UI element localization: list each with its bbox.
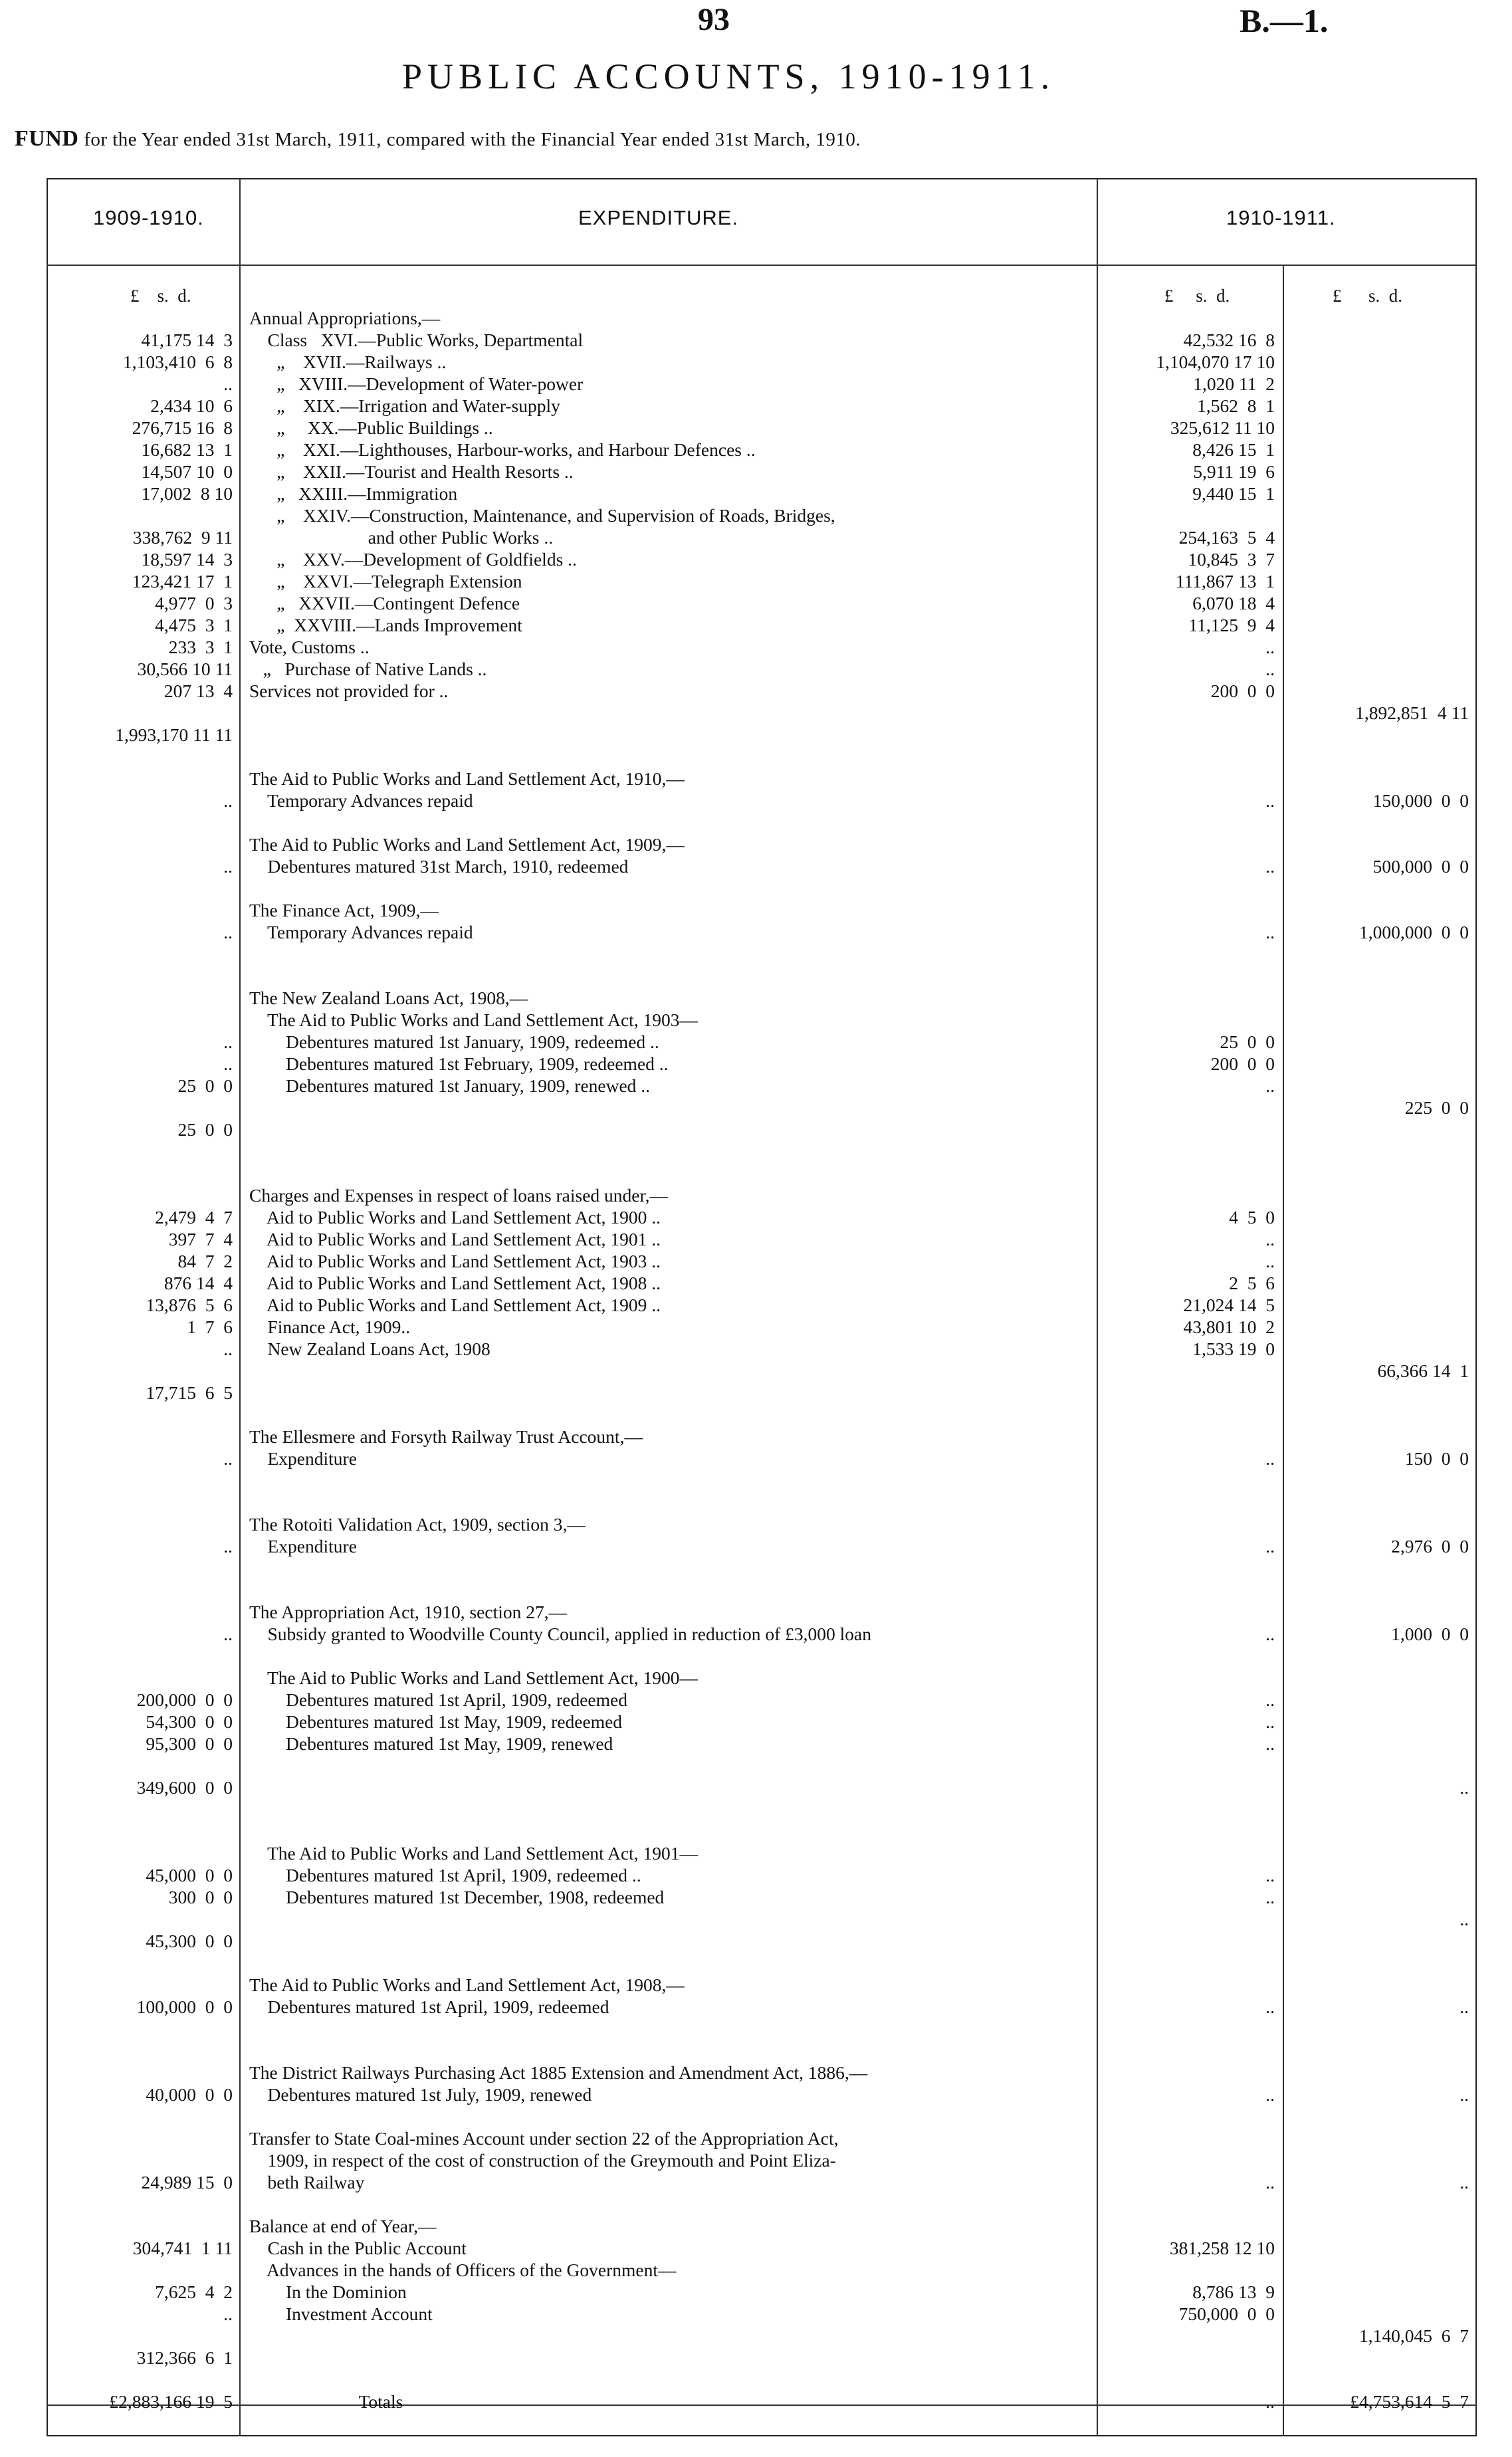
item-description: The Aid to Public Works and Land Settlement Act, 1903—: [249, 1010, 699, 1030]
ledger-row: [0, 1513, 1512, 1535]
total-1910-11: 150,000 0 0: [1372, 790, 1469, 811]
ledger-row: [0, 2391, 1512, 2412]
ledger-row: [0, 526, 1512, 548]
amount-1910-11: 9,440 15 1: [1192, 483, 1275, 504]
ledger-row: [0, 2369, 1512, 2391]
ledger-row: [0, 2149, 1512, 2171]
amount-1909-10: 200,000 0 0: [136, 1689, 233, 1710]
amount-1909-10: ..: [223, 922, 233, 942]
amount-1910-11: ..: [1265, 2172, 1275, 2192]
ledger-row: [0, 1031, 1512, 1053]
amount-1909-10: ..: [223, 1053, 233, 1074]
ledger-row: [0, 636, 1512, 658]
total-1910-11: ..: [1459, 1996, 1469, 2017]
item-description: Vote, Customs ..: [249, 637, 370, 657]
ledger-row: [0, 1601, 1512, 1623]
header-prev-year: 1909-1910.: [93, 206, 204, 229]
ledger-row: [0, 2171, 1512, 2193]
ledger-row: [0, 614, 1512, 636]
ledger-row: [0, 1250, 1512, 1272]
amount-1909-10: 45,300 0 0: [146, 1931, 233, 1951]
ledger-row: [0, 1842, 1512, 1864]
amount-1909-10: ..: [223, 1448, 233, 1469]
amount-1909-10: 13,876 5 6: [146, 1295, 233, 1315]
ledger-row: [0, 1338, 1512, 1360]
amount-1910-11: 200 0 0: [1210, 1053, 1275, 1074]
item-description: Debentures matured 1st January, 1909, renewed ..: [249, 1075, 651, 1096]
ledger-row: [0, 1864, 1512, 1886]
amount-1909-10: ..: [223, 1536, 233, 1556]
amount-1909-10: ..: [223, 1624, 233, 1644]
amount-1910-11: 10,845 3 7: [1188, 549, 1275, 570]
item-description: Debentures matured 1st May, 1909, renewed: [249, 1733, 613, 1754]
item-description: Totals: [249, 2391, 403, 2412]
ledger-row: [0, 592, 1512, 614]
item-description: In the Dominion: [249, 2282, 407, 2302]
ledger-row: [0, 1206, 1512, 1228]
amount-1910-11: 254,163 5 4: [1178, 527, 1275, 548]
ledger-row: [0, 1075, 1512, 1097]
document-reference: B.—1.: [1240, 2, 1329, 39]
ledger-row: [0, 965, 1512, 987]
item-description: Debentures matured 1st February, 1909, redeemed ..: [249, 1053, 669, 1074]
amount-1909-10: 276,715 16 8: [132, 417, 233, 438]
ledger-row: [0, 702, 1512, 724]
item-description: „ XXI.—Lighthouses, Harbour-works, and Harbour Defences ..: [249, 439, 756, 460]
item-description: Debentures matured 1st July, 1909, renewed: [249, 2084, 592, 2105]
item-description: „ XVIII.—Development of Water-power: [249, 374, 584, 394]
page-title: PUBLIC ACCOUNTS, 1910-1911.: [402, 56, 1055, 96]
amount-1909-10: ..: [223, 1338, 233, 1359]
item-description: „ XXVI.—Telegraph Extension: [249, 571, 522, 591]
ledger-row: [0, 2259, 1512, 2281]
amount-1910-11: 750,000 0 0: [1178, 2303, 1275, 2324]
ledger-row: [0, 2215, 1512, 2237]
ledger-row: [0, 724, 1512, 746]
amount-1910-11: 2 5 6: [1229, 1273, 1275, 1293]
amount-1910-11: 8,426 15 1: [1192, 439, 1275, 460]
ledger-row: [0, 1009, 1512, 1031]
amount-1909-10: 18,597 14 3: [141, 549, 233, 570]
item-description: Annual Appropriations,—: [249, 308, 441, 328]
amount-1909-10: 25 0 0: [177, 1075, 233, 1096]
ledger-row: [0, 1272, 1512, 1294]
amount-1909-10: 7,625 4 2: [155, 2282, 233, 2302]
amount-1910-11: 6,070 18 4: [1192, 593, 1275, 613]
item-description: „ XXVII.—Contingent Defence: [249, 593, 520, 613]
amount-1910-11: ..: [1265, 856, 1275, 877]
amount-1910-11: ..: [1265, 1865, 1275, 1885]
amount-1909-10: £2,883,166 19 5: [109, 2391, 233, 2412]
amount-1910-11: 381,258 12 10: [1169, 2238, 1275, 2258]
amount-1909-10: 45,000 0 0: [146, 1865, 233, 1885]
total-1910-11: ..: [1459, 2172, 1469, 2192]
item-description: Debentures matured 1st April, 1909, redeemed: [249, 1996, 609, 2017]
amount-1910-11: 111,867 13 1: [1175, 571, 1275, 591]
ledger-row: [0, 1294, 1512, 1316]
total-1910-11: ..: [1459, 1777, 1469, 1798]
amount-1909-10: ..: [223, 2303, 233, 2324]
item-description: The Aid to Public Works and Land Settlement Act, 1900—: [249, 1667, 699, 1688]
subtitle-text: for the Year ended 31st March, 1911, compared with the Financial Year ended 31st March, 1910.: [84, 129, 861, 150]
item-description: and other Public Works ..: [249, 527, 554, 548]
page-subtitle: [15, 126, 861, 152]
ledger-row: [0, 1579, 1512, 1601]
amount-1910-11: 11,125 9 4: [1188, 615, 1275, 635]
ledger-row: [0, 658, 1512, 680]
ledger-row: [0, 811, 1512, 833]
unit-tot: £ s. d.: [1333, 286, 1403, 306]
amount-1909-10: ..: [223, 856, 233, 877]
ledger-row: [0, 1557, 1512, 1579]
item-description: Services not provided for ..: [249, 681, 449, 701]
amount-1910-11: 1,562 8 1: [1197, 395, 1275, 416]
item-description: Subsidy granted to Woodville County Council, applied in reduction of £3,000 loan: [249, 1624, 871, 1644]
amount-1909-10: 24,989 15 0: [141, 2172, 233, 2192]
amount-1910-11: ..: [1265, 790, 1275, 811]
amount-1910-11: ..: [1265, 922, 1275, 942]
item-description: The Aid to Public Works and Land Settlement Act, 1910,—: [249, 768, 685, 789]
total-1910-11: ..: [1459, 1909, 1469, 1929]
total-1910-11: 1,140,045 6 7: [1359, 2325, 1469, 2346]
item-description: The Aid to Public Works and Land Settlement Act, 1909,—: [249, 834, 685, 855]
ledger-row: [0, 1053, 1512, 1075]
amount-1909-10: 1,103,410 6 8: [123, 352, 233, 372]
ledger-row: [0, 439, 1512, 461]
ledger-row: [0, 373, 1512, 395]
item-description: Aid to Public Works and Land Settlement Act, 1903 ..: [249, 1251, 661, 1271]
item-description: Debentures matured 1st May, 1909, redeemed: [249, 1711, 623, 1732]
amount-1909-10: 338,762 9 11: [132, 527, 233, 548]
item-description: New Zealand Loans Act, 1908: [249, 1338, 490, 1359]
ledger-row: [0, 2127, 1512, 2149]
ledger-row: [0, 570, 1512, 592]
ledger-row: [0, 1886, 1512, 1908]
item-description: Investment Account: [249, 2303, 433, 2324]
item-description: Class XVI.—Public Works, Departmental: [249, 330, 584, 350]
ledger-row: [0, 482, 1512, 504]
total-1910-11: 150 0 0: [1404, 1448, 1469, 1469]
item-description: Debentures matured 1st January, 1909, redeemed ..: [249, 1031, 659, 1052]
item-description: The Rotoiti Validation Act, 1909, section 3,—: [249, 1514, 586, 1535]
subtitle-lead: FUND: [15, 126, 79, 151]
ledger-row: [0, 943, 1512, 965]
total-1910-11: 1,000,000 0 0: [1359, 922, 1469, 942]
ledger-row: [0, 1667, 1512, 1689]
amount-1910-11: 25 0 0: [1220, 1031, 1275, 1052]
amount-1910-11: ..: [1265, 659, 1275, 679]
item-description: „ XXV.—Development of Goldfields ..: [249, 549, 577, 570]
amount-1910-11: 1,020 11 2: [1193, 374, 1275, 394]
item-description: „ XXVIII.—Lands Improvement: [249, 615, 522, 635]
ledger-row: [0, 921, 1512, 943]
ledger-row: [0, 768, 1512, 790]
ledger-row: [0, 1404, 1512, 1426]
ledger-row: [0, 1952, 1512, 1974]
amount-1909-10: 349,600 0 0: [136, 1777, 233, 1798]
item-description: „ Purchase of Native Lands ..: [249, 659, 487, 679]
amount-1910-11: 4 5 0: [1229, 1207, 1275, 1228]
item-description: The Appropriation Act, 1910, section 27,—: [249, 1602, 568, 1622]
item-description: „ XXIV.—Construction, Maintenance, and Supervision of Roads, Bridges,: [249, 505, 835, 526]
item-description: 1909, in respect of the cost of construction of the Greymouth and Point Eliza-: [249, 2150, 836, 2171]
item-description: Debentures matured 31st March, 1910, redeemed: [249, 856, 629, 877]
amount-1909-10: 207 13 4: [163, 681, 233, 701]
amount-1910-11: ..: [1265, 1448, 1275, 1469]
item-description: The Aid to Public Works and Land Settlement Act, 1908,—: [249, 1975, 685, 1995]
ledger-row: [0, 2281, 1512, 2303]
item-description: Debentures matured 1st April, 1909, redeemed: [249, 1689, 627, 1710]
amount-1909-10: 397 7 4: [168, 1229, 233, 1249]
amount-1910-11: ..: [1265, 1887, 1275, 1907]
amount-1909-10: 4,977 0 3: [155, 593, 233, 613]
amount-1910-11: ..: [1265, 1624, 1275, 1644]
amount-1909-10: 4,475 3 1: [155, 615, 233, 635]
item-description: Aid to Public Works and Land Settlement Act, 1900 ..: [249, 1207, 661, 1228]
item-description: „ XXII.—Tourist and Health Resorts ..: [249, 461, 574, 482]
ledger-row: [0, 351, 1512, 373]
total-1910-11: ..: [1459, 2084, 1469, 2105]
ledger-row: [0, 1776, 1512, 1798]
item-description: Finance Act, 1909..: [249, 1317, 411, 1337]
amount-1909-10: 54,300 0 0: [146, 1711, 233, 1732]
amount-1910-11: ..: [1265, 1075, 1275, 1096]
ledger-row: [0, 2040, 1512, 2062]
ledger-row: [0, 1711, 1512, 1733]
total-1910-11: 500,000 0 0: [1372, 856, 1469, 877]
item-description: The District Railways Purchasing Act 1885 Extension and Amendment Act, 1886,—: [249, 2062, 868, 2083]
ledger-row: [0, 877, 1512, 899]
ledger-row: [0, 855, 1512, 877]
amount-1910-11: 21,024 14 5: [1183, 1295, 1275, 1315]
amount-1910-11: ..: [1265, 1229, 1275, 1249]
item-description: Debentures matured 1st December, 1908, redeemed: [249, 1887, 665, 1907]
total-1910-11: 66,366 14 1: [1377, 1360, 1469, 1381]
amount-1909-10: 41,175 14 3: [141, 330, 233, 350]
item-description: Aid to Public Works and Land Settlement Act, 1908 ..: [249, 1273, 661, 1293]
ledger-row: [0, 1360, 1512, 1382]
amount-1909-10: 17,002 8 10: [141, 483, 233, 504]
ledger-row: [0, 2018, 1512, 2040]
ledger-row: [0, 461, 1512, 482]
amount-1909-10: 312,366 6 1: [136, 2347, 233, 2368]
ledger-row: [0, 1184, 1512, 1206]
amount-1909-10: 233 3 1: [168, 637, 233, 657]
ledger-row: [0, 790, 1512, 811]
ledger-row: [0, 504, 1512, 526]
amount-1909-10: 40,000 0 0: [146, 2084, 233, 2105]
unit-cur: £ s. d.: [1164, 286, 1230, 306]
total-1910-11: 225 0 0: [1404, 1097, 1469, 1118]
item-description: Temporary Advances repaid: [249, 922, 473, 942]
item-description: Expenditure: [249, 1448, 357, 1469]
amount-1909-10: 123,421 17 1: [132, 571, 233, 591]
item-description: „ XX.—Public Buildings ..: [249, 417, 493, 438]
amount-1909-10: 2,434 10 6: [150, 395, 233, 416]
ledger-row: [0, 1996, 1512, 2018]
amount-1909-10: ..: [223, 790, 233, 811]
amount-1910-11: 43,801 10 2: [1183, 1317, 1275, 1337]
ledger-row: [0, 1162, 1512, 1184]
ledger-row: [0, 2105, 1512, 2127]
ledger-row: [0, 1930, 1512, 1952]
amount-1909-10: 876 14 4: [163, 1273, 233, 1293]
page-number: 93: [698, 2, 730, 37]
ledger-row: [0, 1820, 1512, 1842]
amount-1910-11: 325,612 11 10: [1170, 417, 1275, 438]
ledger-row: [0, 1535, 1512, 1557]
item-description: Expenditure: [249, 1536, 357, 1556]
amount-1910-11: 5,911 19 6: [1193, 461, 1275, 482]
amount-1910-11: 1,104,070 17 10: [1156, 352, 1275, 372]
amount-1909-10: 1 7 6: [187, 1317, 233, 1337]
item-description: Advances in the hands of Officers of the Government—: [249, 2260, 677, 2280]
item-description: „ XIX.—Irrigation and Water-supply: [249, 395, 560, 416]
item-description: The Finance Act, 1909,—: [249, 900, 439, 920]
item-description: beth Railway: [249, 2172, 365, 2192]
ledger-row: [0, 2062, 1512, 2083]
total-1910-11: 1,892,851 4 11: [1355, 702, 1469, 723]
ledger-row: [0, 1316, 1512, 1338]
ledger-row: [0, 1798, 1512, 1820]
amount-1910-11: 42,532 16 8: [1183, 330, 1275, 350]
amount-1910-11: 1,533 19 0: [1192, 1338, 1275, 1359]
item-description: The New Zealand Loans Act, 1908,—: [249, 988, 528, 1008]
ledger-row: [0, 307, 1512, 329]
amount-1909-10: 2,479 4 7: [155, 1207, 233, 1228]
amount-1910-11: ..: [1265, 1711, 1275, 1732]
amount-1910-11: ..: [1265, 1733, 1275, 1754]
amount-1909-10: 17,715 6 5: [146, 1382, 233, 1403]
ledger-row: [0, 1974, 1512, 1996]
ledger-row: [0, 1733, 1512, 1755]
ledger-row: [0, 548, 1512, 570]
item-description: „ XVII.—Railways ..: [249, 352, 447, 372]
ledger-row: [0, 2347, 1512, 2369]
amount-1909-10: 95,300 0 0: [146, 1733, 233, 1754]
ledger-row: [0, 417, 1512, 439]
header-cur-year: 1910-1911.: [1226, 206, 1336, 229]
ledger-row: [0, 987, 1512, 1009]
ledger-row: [0, 1228, 1512, 1250]
amount-1910-11: ..: [1265, 2391, 1275, 2412]
amount-1909-10: 300 0 0: [168, 1887, 233, 1907]
ledger-row: [0, 899, 1512, 921]
total-1910-11: 1,000 0 0: [1391, 1624, 1469, 1644]
amount-1909-10: 1,993,170 11 11: [115, 724, 233, 745]
item-description: Balance at end of Year,—: [249, 2216, 437, 2236]
item-description: Cash in the Public Account: [249, 2238, 467, 2258]
amount-1910-11: ..: [1265, 2084, 1275, 2105]
ledger-row: [0, 395, 1512, 417]
amount-1909-10: ..: [223, 374, 233, 394]
amount-1909-10: 14,507 10 0: [141, 461, 233, 482]
header-rule: [47, 265, 1477, 266]
ledger-row: [0, 1689, 1512, 1711]
ledger-row: [0, 1140, 1512, 1162]
item-description: Debentures matured 1st April, 1909, redeemed ..: [249, 1865, 641, 1885]
amount-1910-11: 200 0 0: [1210, 681, 1275, 701]
ledger-row: [0, 1469, 1512, 1491]
ledger-row: [0, 1755, 1512, 1776]
amount-1909-10: 16,682 13 1: [141, 439, 233, 460]
ledger-row: [0, 1097, 1512, 1119]
ledger-row: [0, 680, 1512, 702]
unit-prev: £ s. d.: [130, 286, 191, 306]
ledger-row: [0, 2083, 1512, 2105]
item-description: Transfer to State Coal-mines Account under section 22 of the Appropriation Act,: [249, 2128, 839, 2149]
amount-1909-10: 84 7 2: [177, 1251, 233, 1271]
amount-1909-10: 30,566 10 11: [137, 659, 233, 679]
ledger-row: [0, 1491, 1512, 1513]
amount-1909-10: ..: [223, 1031, 233, 1052]
ledger-row: [0, 2237, 1512, 2259]
ledger-row: [0, 833, 1512, 855]
ledger-row: [0, 1426, 1512, 1447]
ledger-row: [0, 1119, 1512, 1140]
amount-1910-11: 8,786 13 9: [1192, 2282, 1275, 2302]
ledger-row: [0, 329, 1512, 351]
item-description: „ XXIII.—Immigration: [249, 483, 458, 504]
ledger-row: [0, 1623, 1512, 1645]
item-description: The Ellesmere and Forsyth Railway Trust Account,—: [249, 1426, 643, 1447]
amount-1909-10: 25 0 0: [177, 1119, 233, 1140]
item-description: Charges and Expenses in respect of loans raised under,—: [249, 1185, 668, 1206]
ledger-row: [0, 1645, 1512, 1667]
ledger-row: [0, 2325, 1512, 2347]
item-description: Temporary Advances repaid: [249, 790, 473, 811]
amount-1910-11: ..: [1265, 637, 1275, 657]
amount-1910-11: ..: [1265, 1536, 1275, 1556]
ledger-row: [0, 1908, 1512, 1930]
item-description: The Aid to Public Works and Land Settlement Act, 1901—: [249, 1843, 699, 1864]
ledger-row: [0, 2303, 1512, 2325]
ledger-row: [0, 2193, 1512, 2215]
header-section: EXPENDITURE.: [578, 206, 739, 229]
item-description: Aid to Public Works and Land Settlement Act, 1909 ..: [249, 1295, 661, 1315]
amount-1910-11: ..: [1265, 1689, 1275, 1710]
amount-1909-10: 304,741 1 11: [132, 2238, 233, 2258]
amount-1910-11: ..: [1265, 1251, 1275, 1271]
ledger-row: [0, 1382, 1512, 1404]
amount-1910-11: ..: [1265, 1996, 1275, 2017]
ledger-row: [0, 746, 1512, 768]
total-1910-11: £4,753,614 5 7: [1350, 2391, 1469, 2412]
ledger-row: [0, 1447, 1512, 1469]
item-description: Aid to Public Works and Land Settlement Act, 1901 ..: [249, 1229, 661, 1249]
amount-1909-10: 100,000 0 0: [136, 1996, 233, 2017]
total-1910-11: 2,976 0 0: [1391, 1536, 1469, 1556]
